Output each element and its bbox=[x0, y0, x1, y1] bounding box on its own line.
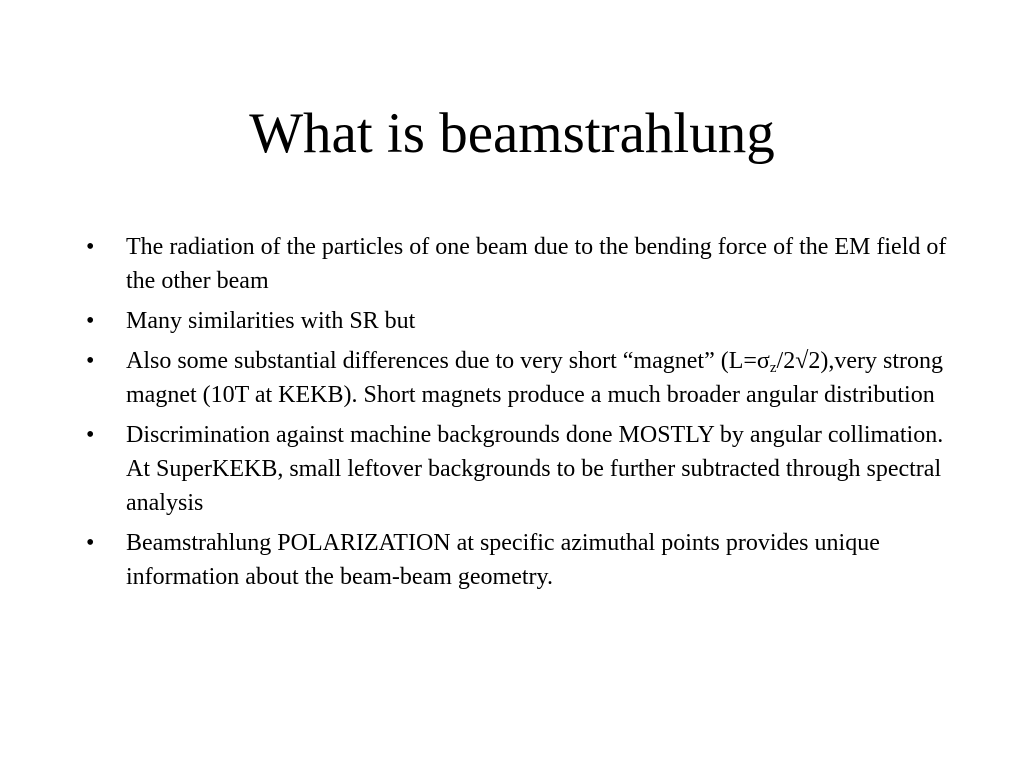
bullet-text-polarization: Beamstrahlung POLARIZATION at specific azimuthal points provides unique information about the beam-beam geometry. bbox=[126, 530, 880, 590]
bullet-item-polarization bbox=[86, 526, 966, 594]
sigma-subscript: z bbox=[769, 360, 777, 376]
bullet-item-radiation bbox=[86, 230, 966, 298]
bullet-icon: • bbox=[86, 234, 95, 260]
slide-title: What is beamstrahlung bbox=[249, 102, 775, 165]
bullet-list bbox=[86, 230, 966, 600]
bullet-text-radiation: The radiation of the particles of one beam due to the bending force of the EM field of the other beam bbox=[126, 234, 947, 294]
bullet-text-similarities: Many similarities with SR but bbox=[126, 308, 416, 334]
differences-text-after: /2√2),very strong magnet (10T at KEKB). Short magnets produce a much broader angular distribution bbox=[126, 348, 944, 408]
bullet-icon: • bbox=[86, 308, 95, 334]
bullet-item-differences bbox=[86, 344, 966, 412]
bullet-icon: • bbox=[86, 422, 95, 448]
bullet-text-differences bbox=[126, 344, 966, 412]
differences-text-before: Also some substantial differences due to very short “magnet” (L=σ bbox=[126, 348, 770, 374]
bullet-item-similarities bbox=[86, 304, 966, 338]
bullet-text-discrimination: Discrimination against machine backgrounds done MOSTLY by angular collimation. At SuperKEKB, small leftover backgrounds to be further subtracted through spectral analysis bbox=[126, 422, 944, 516]
bullet-icon: • bbox=[86, 348, 95, 374]
bullet-item-discrimination bbox=[86, 418, 966, 520]
bullet-icon: • bbox=[86, 530, 95, 556]
